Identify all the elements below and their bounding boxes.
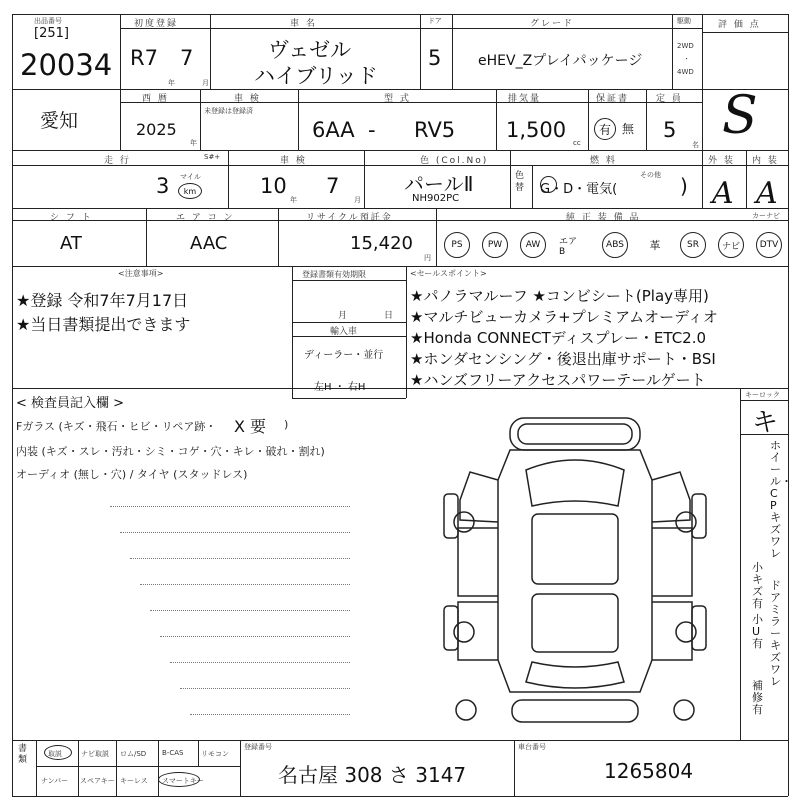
keylock-label: キーロック xyxy=(745,391,780,399)
capacity-label: 定 員 xyxy=(656,94,683,104)
exterior-label: 外 装 xyxy=(708,156,735,166)
equip-leather-label: 革 xyxy=(649,239,661,252)
model-year-label: 西 暦 xyxy=(142,94,169,104)
shaken-label: 車 検 xyxy=(280,156,307,166)
equip-leather xyxy=(642,232,668,258)
fuel-text: G・D・電気( xyxy=(540,182,618,197)
equip-aw-label: AW xyxy=(525,240,541,250)
item-manual-circle xyxy=(44,745,72,760)
caution-label: <注意事項> xyxy=(118,269,164,278)
model-code: RV5 xyxy=(414,118,456,142)
item-smart-key-circle xyxy=(158,772,200,787)
steering: 左H ・ 右H xyxy=(314,382,366,393)
exterior-value: A xyxy=(712,176,734,211)
mileage-value: 3 xyxy=(156,174,170,198)
shaken-year: 10 xyxy=(260,174,287,198)
docs-deadline-label: 登録書類有効期限 xyxy=(302,270,366,279)
capacity-value: 5 xyxy=(663,118,677,142)
item-spare-key: スペアキー xyxy=(80,777,115,785)
drive-dot: ・ xyxy=(683,55,690,63)
first-reg-month-unit: 月 xyxy=(202,79,209,87)
item-rom-sd: ロム/SD xyxy=(120,750,147,758)
side-note-wheel: ホイール・CPキズ ワレ xyxy=(770,439,792,560)
equip-sr xyxy=(680,232,706,258)
fuel-gas-circle xyxy=(540,176,557,193)
item-smart-key: スマートキー xyxy=(162,777,204,785)
keylock-mark: キ xyxy=(752,408,779,438)
caution-line-2: ★当日書類提出できます xyxy=(16,315,191,334)
inspection-sub: 未登録は登録済 xyxy=(204,107,253,115)
inspector-line3: オーディオ (無し・穴) / タイヤ (スタッドレス) xyxy=(16,468,248,481)
model-prefix: 6AA xyxy=(312,118,355,142)
model-dash: - xyxy=(368,118,376,142)
side-note-repair: 補修有 xyxy=(752,679,763,716)
mileage-unit-mile: マイル xyxy=(180,173,201,181)
equip-aw xyxy=(520,232,546,258)
score-value: S xyxy=(722,86,758,146)
side-note-small-scratch: 小キズ有 xyxy=(752,561,763,610)
docs-deadline-day: 日 xyxy=(384,311,394,321)
equip-abs-label: ABS xyxy=(606,240,624,250)
color-change-label: 色替 xyxy=(515,171,525,193)
model-label: 型 式 xyxy=(384,94,411,104)
fuel-close: ) xyxy=(680,174,688,198)
grade-value: eHEV_Zプレイパッケージ xyxy=(478,53,643,69)
drive-2wd: 2WD xyxy=(677,42,694,50)
displacement-label: 排気量 xyxy=(508,94,542,104)
color-label: 色 (Col.No) xyxy=(420,156,489,166)
cc-unit: cc xyxy=(573,139,581,147)
fuel-other-label: その他 xyxy=(640,171,661,179)
interior-label: 内 装 xyxy=(752,156,779,166)
ac-value: AAC xyxy=(190,233,228,254)
equip-airbag xyxy=(558,232,584,258)
equip-pw-label: PW xyxy=(487,240,503,250)
first-reg-era: R7 xyxy=(130,46,158,70)
shaken-year-unit: 年 xyxy=(290,196,297,204)
lot-label: 出品番号 xyxy=(34,17,62,25)
shaken-month-unit: 月 xyxy=(354,196,361,204)
equip-pw xyxy=(482,232,508,258)
equip-airbag-label: エアB xyxy=(559,236,578,257)
side-note-mirror: ドアミラーキズワレ xyxy=(770,579,781,688)
mileage-label: 走 行 xyxy=(104,156,131,166)
equip-ps-label: PS xyxy=(451,240,463,250)
model-year-value: 2025 xyxy=(136,120,177,139)
equip-navi-label: ナビ xyxy=(721,241,740,252)
sales-point-3: ★Honda CONNECTディスプレー・ETC2.0 xyxy=(410,329,707,347)
item-navi-manual: ナビ取説 xyxy=(81,750,109,758)
plate-value: 名古屋 308 さ 3147 xyxy=(278,763,467,787)
capacity-unit: 名 xyxy=(692,141,699,149)
import-label: 輸入車 xyxy=(330,327,358,337)
sales-point-1: ★パノラマルーフ ★コンビシート(Play専用) xyxy=(410,287,709,305)
docs-deadline-month: 月 xyxy=(338,311,348,321)
first-reg-month: 7 xyxy=(180,46,194,70)
mileage-unit-km-circle xyxy=(178,183,202,199)
region-value: 愛知 xyxy=(40,110,79,132)
color-code: NH902PC xyxy=(412,193,460,204)
sales-point-4: ★ホンダセンシング・後退出庫サポート・BSI xyxy=(410,350,716,368)
first-reg-year-unit: 年 xyxy=(168,79,175,87)
equip-dtv-label: DTV xyxy=(759,240,779,250)
inspector-line1-prefix: Fガラス (キズ・飛石・ヒビ・リペア跡・ xyxy=(16,420,217,433)
equip-navi xyxy=(718,232,744,258)
interior-value: A xyxy=(756,176,778,211)
chassis-label: 車台番号 xyxy=(518,743,546,751)
warranty-yes: 有 xyxy=(598,122,611,137)
item-remote: リモコン xyxy=(201,750,229,758)
sales-point-5: ★ハンズフリーアクセスパワーテールゲート xyxy=(410,371,706,389)
equip-sr-label: SR xyxy=(687,240,699,250)
item-manual: 取説 xyxy=(48,750,62,758)
equip-dtv xyxy=(756,232,782,258)
first-reg-label: 初度登録 xyxy=(134,19,179,29)
recycle-label: リサイクル預託金 xyxy=(306,213,393,223)
yen-unit: 円 xyxy=(424,254,431,262)
docs-label: 書類 xyxy=(18,744,28,765)
car-diagram xyxy=(440,410,720,730)
mileage-sub: S#+ xyxy=(204,153,221,161)
model-year-unit: 年 xyxy=(190,139,197,147)
lot-number: 20034 xyxy=(20,48,113,82)
fuel-label: 燃 料 xyxy=(590,156,617,166)
inspector-line2: 内装 (キズ・スレ・汚れ・シミ・コゲ・穴・キレ・破れ・割れ) xyxy=(16,445,325,458)
sales-label: <セールスポイント> xyxy=(410,269,487,278)
import-type: ディーラー・並行 xyxy=(304,350,384,361)
drive-label: 駆動 xyxy=(677,17,691,25)
chassis-value: 1265804 xyxy=(604,759,694,783)
color-value: パールⅡ xyxy=(404,172,474,196)
side-note-small-u: 小U有 xyxy=(752,613,763,650)
sales-point-2: ★マルチビューカメラ+プレミアムオーディオ xyxy=(410,308,718,326)
warranty-label: 保証書 xyxy=(596,94,630,104)
lot-sub: [251] xyxy=(34,26,69,41)
car-name-label: 車 名 xyxy=(290,19,317,29)
warranty-yes-circle xyxy=(594,118,616,140)
equipment-label: 純 正 装 備 品 xyxy=(566,213,641,223)
ac-label: エ ア コ ン xyxy=(176,213,235,223)
item-bcas: B-CAS xyxy=(162,749,184,757)
item-plate: ナンバー xyxy=(41,777,69,785)
inspection-label: 車 検 xyxy=(234,94,261,104)
grade-label: グレード xyxy=(530,19,575,29)
drive-4wd: 4WD xyxy=(677,68,694,76)
doors-value: 5 xyxy=(428,46,442,70)
mileage-unit-km: km xyxy=(183,186,197,196)
carnavi-label: カーナビ xyxy=(752,212,780,220)
inspector-line1-suffix: ) xyxy=(284,418,289,431)
doors-label: ドア xyxy=(428,17,442,25)
inspector-line1-mark: X 要 xyxy=(234,417,267,436)
recycle-value: 15,420 xyxy=(350,233,413,254)
car-name-line2: ハイブリッド xyxy=(254,64,378,88)
shift-label: シ フ ト xyxy=(50,213,93,223)
displacement-value: 1,500 xyxy=(506,118,567,142)
caution-line-1: ★登録 令和7年7月17日 xyxy=(16,291,189,310)
equip-abs xyxy=(602,232,628,258)
shaken-month: 7 xyxy=(326,174,340,198)
equip-ps xyxy=(444,232,470,258)
item-keyless: キーレス xyxy=(120,777,148,785)
car-name-line1: ヴェゼル xyxy=(268,38,352,62)
shift-value: AT xyxy=(60,233,82,254)
inspector-title: < 検査員記入欄 > xyxy=(16,396,125,411)
warranty-no: 無 xyxy=(622,122,635,136)
score-label: 評 価 点 xyxy=(718,20,761,30)
plate-label: 登録番号 xyxy=(244,743,272,751)
